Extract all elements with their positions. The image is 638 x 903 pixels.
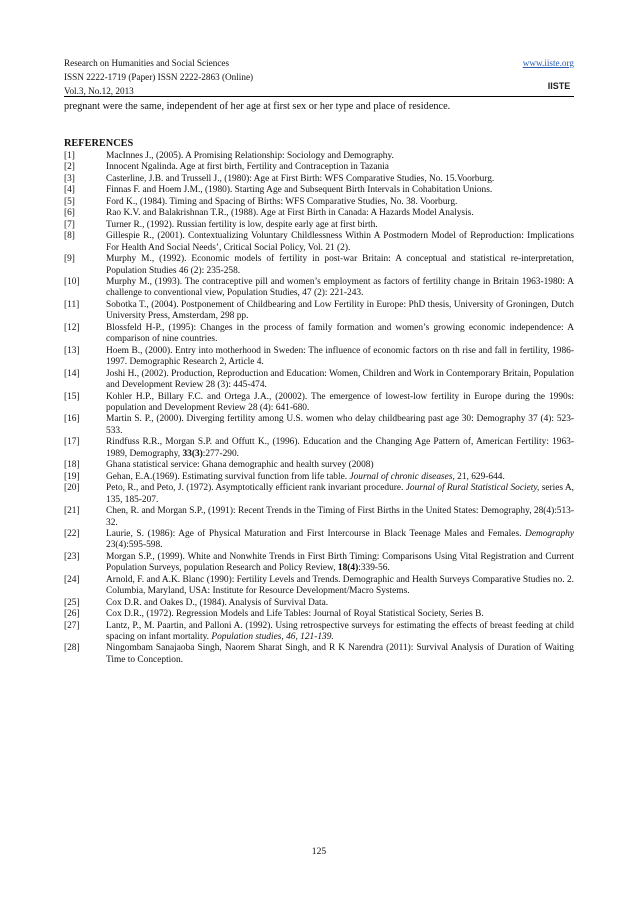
reference-number: [26] xyxy=(64,609,80,620)
reference-text xyxy=(106,609,574,620)
reference-text-part: Murphy M., (1993). The contraceptive pill and women’s employment as factors of fertility change in Britain 1963-1980: A challenge to conventional view, Population Studies, 47 (2): 221-243. xyxy=(106,276,574,299)
reference-text-part: Demography xyxy=(525,528,574,539)
reference-text xyxy=(106,598,574,609)
reference-text-part: Rao K.V. and Balakrishnan T.R., (1988). Age at First Birth in Canada: A Hazards Model Analysis. xyxy=(106,208,474,219)
reference-text-part: Gehan, E.A.(1969). Estimating survival function from life table. xyxy=(106,471,350,482)
reference-text xyxy=(106,575,574,598)
reference-number: [2] xyxy=(64,162,75,173)
reference-item xyxy=(64,437,574,460)
reference-text-part: Peto, R., and Peto, J. (1972). Asymptotically efficient rank invariant procedure. xyxy=(106,483,406,494)
reference-number: [4] xyxy=(64,185,75,196)
reference-item xyxy=(64,621,574,644)
reference-number: [14] xyxy=(64,368,80,379)
references-heading: REFERENCES xyxy=(64,138,134,149)
reference-text-part: 33(3) xyxy=(182,448,203,459)
reference-item xyxy=(64,197,574,208)
intro-paragraph: pregnant were the same, independent of her age at first sex or her type and place of residence. xyxy=(64,101,451,112)
reference-text xyxy=(106,323,574,346)
reference-text-part: Rindfuss R.R., Morgan S.P. and Offutt K., (1996). Education and the Changing Age Pattern of, American Fertility: 1963-1989, Demography, xyxy=(106,437,574,459)
reference-text-part: series A, 135, 185-207. xyxy=(106,483,574,505)
reference-number: [13] xyxy=(64,345,80,356)
reference-number: [19] xyxy=(64,471,80,482)
journal-name: Research on Humanities and Social Sciences xyxy=(64,58,230,68)
reference-text xyxy=(106,369,574,392)
reference-text-part: MacInnes J., (2005). A Promising Relationship: Sociology and Demography. xyxy=(106,151,394,161)
reference-text xyxy=(106,208,574,219)
reference-number: [3] xyxy=(64,173,75,184)
journal-volume: Vol.3, No.12, 2013 xyxy=(64,86,134,96)
reference-text xyxy=(106,346,574,369)
reference-text xyxy=(106,621,574,644)
reference-item xyxy=(64,346,574,369)
reference-number: [28] xyxy=(64,643,80,654)
reference-number: [16] xyxy=(64,414,80,425)
reference-item xyxy=(64,460,574,471)
reference-text-part: Journal of Rural Statistical Society, xyxy=(405,483,540,494)
reference-number: [7] xyxy=(64,219,75,230)
reference-text-part: 23(4):595-598. xyxy=(106,540,163,551)
reference-number: [23] xyxy=(64,551,80,562)
reference-item xyxy=(64,231,574,254)
reference-text-part: Gillespie R., (2001). Contextualizing Voluntary Childlessness Within A Postmodern Model of Reproduction: Implications For Health And Social Needs’, Critical Social Policy, Vol. 21 (2). xyxy=(106,231,574,253)
reference-text xyxy=(106,185,574,196)
reference-text-part: 21, 629-644. xyxy=(454,471,505,482)
reference-text xyxy=(106,552,574,575)
reference-item xyxy=(64,151,574,162)
reference-item xyxy=(64,506,574,529)
reference-text-part: Arnold, F. and A.K. Blanc (1990): Fertility Levels and Trends. Demographic and Health Surveys Comparative Studies no. 2. Columbia, Maryland, USA: Institute for Resource Development/Macro Systems. xyxy=(106,574,574,597)
reference-item xyxy=(64,529,574,552)
reference-text-part: Joshi H., (2002). Production, Reproduction and Education: Women, Children and Work in Contemporary Britain, Population and Development Review 28 (3): 445-474. xyxy=(106,368,574,391)
reference-text-part: Casterline, J.B. and Trussell J., (1980): Age at First Birth: WFS Comparative Studies, No. 15.Voorburg. xyxy=(106,173,495,184)
reference-text xyxy=(106,162,574,173)
reference-item xyxy=(64,609,574,620)
reference-item xyxy=(64,392,574,415)
reference-text xyxy=(106,414,574,437)
reference-text xyxy=(106,437,574,460)
reference-text-part: Ghana statistical service: Ghana demographic and health survey (2008) xyxy=(106,460,374,471)
reference-text xyxy=(106,472,574,483)
reference-text xyxy=(106,151,574,162)
reference-number: [25] xyxy=(64,597,80,608)
reference-text-part: Ningombam Sanajaoba Singh, Naorem Sharat Singh, and R K Narendra (2011): Survival Analysis of Duration of Waiting Time to Conception. xyxy=(106,643,574,665)
reference-number: [10] xyxy=(64,276,80,287)
reference-text-part: Lantz, P., M. Paartin, and Palloni A. (1992). Using retrospective surveys for estimating the effects of breast feeding at child spacing on infant mortality. xyxy=(106,620,574,643)
header-divider xyxy=(64,96,574,97)
journal-issn: ISSN 2222-1719 (Paper) ISSN 2222-2863 (Online) xyxy=(64,72,254,82)
reference-item xyxy=(64,575,574,598)
reference-text xyxy=(106,277,574,300)
reference-item xyxy=(64,552,574,575)
reference-text-part: Hoem B., (2000). Entry into motherhood in Sweden: The influence of economic factors on th rise and fall in fertility, 1986-1997. Demographic Research 2, Article 4. xyxy=(106,345,574,368)
reference-number: [24] xyxy=(64,574,80,585)
reference-text-part: Journal of chronic diseases, xyxy=(349,471,455,482)
reference-number: [22] xyxy=(64,528,80,539)
reference-text-part: Ford K., (1984). Timing and Spacing of Births: WFS Comparative Studies, No. 38. Voorburg. xyxy=(106,196,458,207)
reference-number: [12] xyxy=(64,322,80,333)
reference-text xyxy=(106,460,574,471)
reference-text-part: 18(4) xyxy=(337,563,359,574)
reference-item xyxy=(64,162,574,173)
reference-number: [6] xyxy=(64,208,75,219)
journal-url-link[interactable]: www.iiste.org xyxy=(522,58,574,68)
reference-number: [18] xyxy=(64,460,80,471)
reference-text xyxy=(106,483,574,506)
reference-text-part: Finnas F. and Hoem J.M., (1980). Starting Age and Subsequent Birth Intervals in Cohabitation Unions. xyxy=(106,185,493,196)
reference-number: [11] xyxy=(64,299,80,310)
reference-item xyxy=(64,483,574,506)
iiste-logo xyxy=(544,73,574,95)
reference-text xyxy=(106,220,574,231)
reference-text-part: Morgan S.P., (1999). White and Nonwhite Trends in First Birth Timing: Comparisons Using Vital Registration and Current Population Surveys, population Research and Policy Review, xyxy=(106,551,574,574)
reference-item xyxy=(64,414,574,437)
reference-item xyxy=(64,643,574,666)
reference-item xyxy=(64,472,574,483)
reference-text xyxy=(106,300,574,323)
reference-text-part: Chen, R. and Morgan S.P., (1991): Recent Trends in the Timing of First Births in the United States: Demography, 28(4):513-32. xyxy=(106,506,574,528)
reference-text-part: Kohler H.P., Billary F.C. and Ortega J.A., (20002). The emergence of lowest-low fertility in Europe during the 1990s: population and Development Review 28 (4): 641-680. xyxy=(106,391,574,413)
reference-number: [20] xyxy=(64,483,80,494)
logo-text: IISTE xyxy=(547,81,571,91)
reference-item xyxy=(64,208,574,219)
reference-text xyxy=(106,643,574,666)
reference-text-part: Cox D.R. and Oakes D., (1984). Analysis of Survival Data. xyxy=(106,597,329,608)
reference-text xyxy=(106,254,574,277)
reference-text-part: Cox D.R., (1972). Regression Models and Life Tables: Journal of Royal Statistical Society, Series B. xyxy=(106,609,484,620)
reference-number: [27] xyxy=(64,620,80,631)
reference-item xyxy=(64,300,574,323)
reference-number: [21] xyxy=(64,506,80,517)
reference-item xyxy=(64,220,574,231)
references-list xyxy=(64,151,574,666)
reference-text-part: Sobotka T., (2004). Postponement of Childbearing and Low Fertility in Europe: PhD thesis, University of Groningen, Dutch University Press, Amsterdam, 298 pp. xyxy=(106,299,574,322)
reference-item xyxy=(64,369,574,392)
reference-item xyxy=(64,254,574,277)
reference-text-part: Innocent Ngalinda. Age at first birth, Fertility and Contraception in Tazania xyxy=(106,162,389,173)
reference-item xyxy=(64,323,574,346)
reference-text-part: Martin S. P., (2000). Diverging fertility among U.S. women who delay childbearing past age 30: Demography 37 (4): 523-533. xyxy=(106,414,574,436)
reference-text xyxy=(106,197,574,208)
reference-item xyxy=(64,598,574,609)
reference-text-part: Population studies, 46, 121-139. xyxy=(211,632,334,643)
reference-text xyxy=(106,506,574,529)
reference-number: [8] xyxy=(64,231,75,242)
reference-item xyxy=(64,185,574,196)
reference-text-part: Murphy M., (1992). Economic models of fertility in post-war Britain: A conceptual and statistical re-interpretation, Population Studies 46 (2): 235-258. xyxy=(106,254,574,276)
reference-number: [17] xyxy=(64,437,80,448)
reference-text xyxy=(106,231,574,254)
reference-number: [1] xyxy=(64,151,75,161)
reference-item xyxy=(64,174,574,185)
reference-text xyxy=(106,529,574,552)
page-number: 125 xyxy=(311,846,327,857)
reference-text-part: :339-56. xyxy=(358,563,390,574)
reference-text xyxy=(106,392,574,415)
reference-text-part: Laurie, S. (1986): Age of Physical Maturation and First Intercourse in Black Teenage Males and Females. xyxy=(106,528,526,539)
reference-number: [15] xyxy=(64,391,80,402)
reference-text-part: Turner R., (1992). Russian fertility is low, despite early age at first birth. xyxy=(106,219,378,230)
reference-item xyxy=(64,277,574,300)
reference-text xyxy=(106,174,574,185)
page-header xyxy=(64,56,574,98)
reference-number: [5] xyxy=(64,196,75,207)
reference-number: [9] xyxy=(64,254,75,265)
reference-text-part: Blossfeld H-P., (1995): Changes in the process of family formation and women’s growing economic independence: A comparison of nine countries. xyxy=(106,322,574,345)
reference-text-part: :277-290. xyxy=(202,448,239,459)
